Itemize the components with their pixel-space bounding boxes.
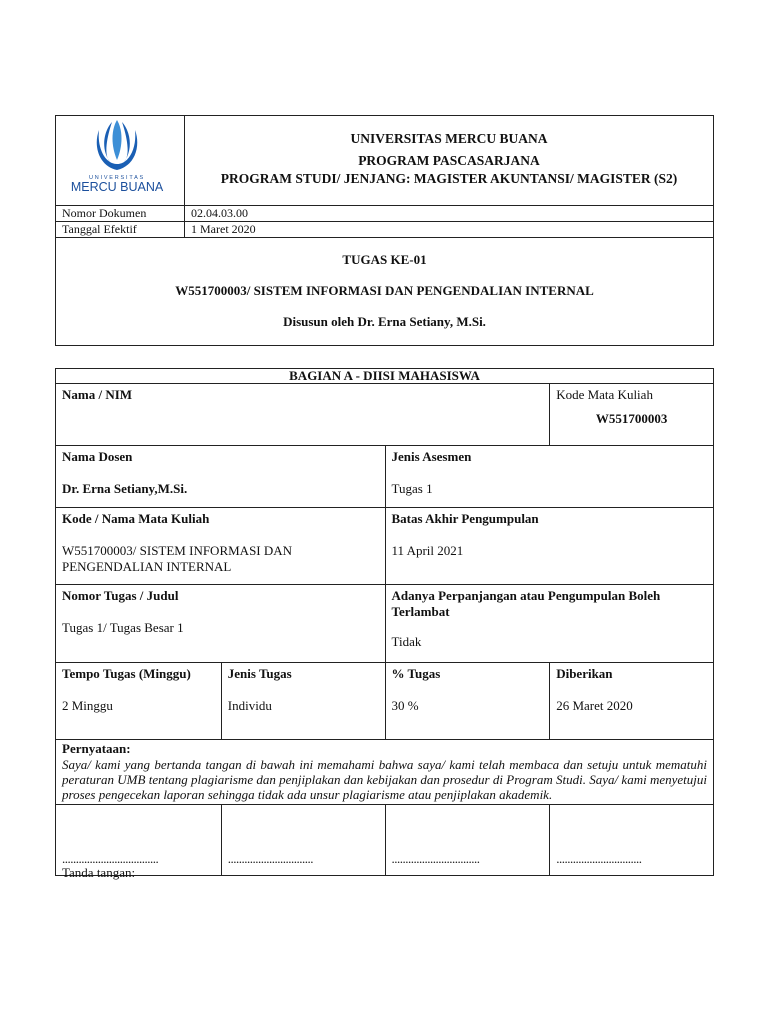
task-title: TUGAS KE-01 [342,252,427,267]
task-number-value: Tugas 1/ Tugas Besar 1 [62,620,184,635]
mercu-buana-logo [65,116,175,200]
effective-date-value: 1 Maret 2020 [185,222,714,238]
percent-label: % Tugas [391,666,441,681]
deadline-cell [385,508,713,585]
extension-label: Adanya Perpanjangan atau Pengumpulan Boleh Terlambat [391,588,661,619]
given-value: 26 Maret 2020 [556,698,633,713]
signature-cell[interactable] [56,805,222,880]
university-name: UNIVERSITAS MERCU BUANA [350,131,548,146]
task-number-label: Nomor Tugas / Judul [62,588,179,603]
logo-text-main: MERCU BUANA [70,180,164,194]
signature-line: ............................... [556,851,642,866]
section-title: BAGIAN A - DIISI MAHASISWA [56,369,714,384]
signature-line: ............................... [227,851,314,866]
doc-number-label: Nomor Dokumen [56,206,185,222]
task-type-label: Jenis Tugas [227,666,292,681]
assessment-type-label: Jenis Asesmen [391,449,472,464]
signature-cell[interactable] [550,805,714,876]
doc-number-value: 02.04.03.00 [185,206,714,222]
statement-text: Saya/ kami yang bertanda tangan di bawah ini memahami bahwa saya/ kami telah membaca dan setuju untuk mematuhi peraturan UMB tentang plagiarisme dan penjiplakan dan kebijakan dan prosedur di Program Studi. Saya/ kami menyetujui proses pengecekan laporan sehingga tidak ada unsur plagiarisme atau penjiplakan akademik. [62,757,707,802]
given-label: Diberikan [556,666,613,681]
task-type-value: Individu [227,698,272,713]
logo-text-small: UNIVERSITAS [88,175,146,181]
name-nim-label: Nama / NIM [62,387,133,402]
extension-value: Tidak [391,634,422,649]
task-type-cell [221,663,385,740]
duration-label: Tempo Tugas (Minggu) [62,666,191,681]
logo-cell [56,116,185,206]
statement-label: Pernyataan: [62,741,131,756]
extension-cell [385,585,713,663]
duration-value: 2 Minggu [62,698,113,713]
signature-label: Tanda tangan: [62,865,136,880]
statement-cell [56,740,714,805]
signature-line: ................................ [391,851,480,866]
assessment-cell [385,446,713,508]
task-info-cell [56,238,714,346]
course-title: W551700003/ SISTEM INFORMASI DAN PENGENDALIAN INTERNAL [175,283,594,298]
deadline-value: 11 April 2021 [391,543,464,558]
program-name: PROGRAM PASCASARJANA [358,153,540,168]
effective-date-label: Tanggal Efektif [56,222,185,238]
course-code-value: W551700003 [595,411,668,426]
assessment-type-value: Tugas 1 [391,481,433,496]
part-a-form [55,368,714,880]
name-nim-cell [56,384,550,446]
percent-value: 30 % [391,698,419,713]
duration-cell [56,663,222,740]
author-line: Disusun oleh Dr. Erna Setiany, M.Si. [283,314,486,329]
signature-cell[interactable] [221,805,385,876]
course-value: W551700003/ SISTEM INFORMASI DAN PENGENDALIAN INTERNAL [62,543,293,574]
course-code-label: Kode Mata Kuliah [556,387,653,402]
study-program: PROGRAM STUDI/ JENJANG: MAGISTER AKUNTANSI/ MAGISTER (S2) [220,171,678,186]
task-number-cell [56,585,386,663]
percent-cell [385,663,550,740]
title-cell [185,116,714,206]
signature-cell[interactable] [385,805,550,876]
deadline-label: Batas Akhir Pengumpulan [391,511,539,526]
lecturer-value: Dr. Erna Setiany,M.Si. [62,481,188,496]
given-cell [550,663,714,740]
lecturer-cell [56,446,386,508]
lecturer-label: Nama Dosen [62,449,133,464]
course-cell [56,508,386,585]
course-code-cell [550,384,714,446]
document-header [55,115,714,346]
course-label: Kode / Nama Mata Kuliah [62,511,210,526]
signature-line: ................................... [62,851,159,866]
